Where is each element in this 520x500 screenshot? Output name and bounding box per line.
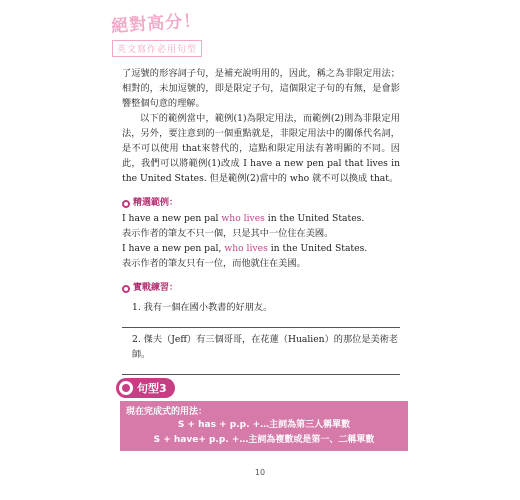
examples-heading-label: 精選範例： [133, 198, 179, 208]
answer-line-1[interactable] [122, 327, 400, 328]
book-subtitle: 英文寫作必用句型 [112, 40, 202, 57]
circle-bullet-icon [119, 381, 133, 395]
examples-heading [122, 196, 400, 211]
page-number: 10 [254, 468, 266, 477]
bullet-icon [122, 200, 130, 208]
example-1-text-end: in the United States. [264, 213, 365, 224]
example-translation-2: 表示作者的筆友只有一位，而他就住在美國。 [122, 258, 306, 269]
example-translation-1: 表示作者的筆友不只一個，只是其中一位住在美國。 [122, 228, 334, 239]
practice-heading [122, 281, 400, 296]
example-sentence-1 [122, 211, 400, 226]
rule-line-2: S + have+ p.p. +…主詞為複數或是第一、二稱單數 [153, 435, 375, 445]
pattern-label: 句型3 [137, 382, 167, 395]
grammar-rule-box [120, 401, 408, 451]
book-title: 絕對高分！ [110, 10, 202, 37]
example-2-text: I have a new pen pal, [122, 243, 225, 254]
intro-paragraph-2: 以下的範例當中，範例(1)為限定用法，而範例(2)則為非限定用法，另外，要注意到的一個重點就是，非限定用法中的關係代名詞，是不可以使用 that來替代的，這點和限定用法有著明顯的不同。因此，我們可以將範例(1)改成 I have a new pen pal that lives in the United States. 但是範例(2)當中的 who 就不可以換成 that。 [122, 113, 400, 184]
example-2-text-end: in the United States. [267, 243, 368, 254]
intro-paragraph-1: 了逗號的形容詞子句，是補充說明用的，因此，稱之為非限定用法；相對的，未加逗號的，即是限定子句，這個限定子句的有無，是會影響整個句意的理解。 [122, 68, 400, 109]
main-content [122, 66, 400, 379]
pattern-badge [116, 378, 175, 398]
rule-line-1: S + has + p.p. +…主詞為第三人稱單數 [177, 420, 351, 430]
example-1-text: I have a new pen pal [122, 213, 222, 224]
example-1-highlight: who lives [221, 213, 265, 224]
example-sentence-2 [122, 241, 400, 256]
bullet-icon [122, 285, 130, 293]
example-2-highlight: who lives [224, 243, 268, 254]
rule-box-title: 現在完成式的用法： [126, 407, 208, 417]
practice-item-2: 2. 傑夫（Jeff）有三個哥哥，在花蓮（Hualien）的那位是美術老師。 [132, 334, 399, 360]
practice-heading-label: 實戰練習： [133, 283, 179, 293]
book-header [112, 12, 202, 57]
answer-line-2[interactable] [122, 374, 400, 375]
practice-item-1: 1. 我有一個在國小教書的好朋友。 [132, 302, 273, 313]
